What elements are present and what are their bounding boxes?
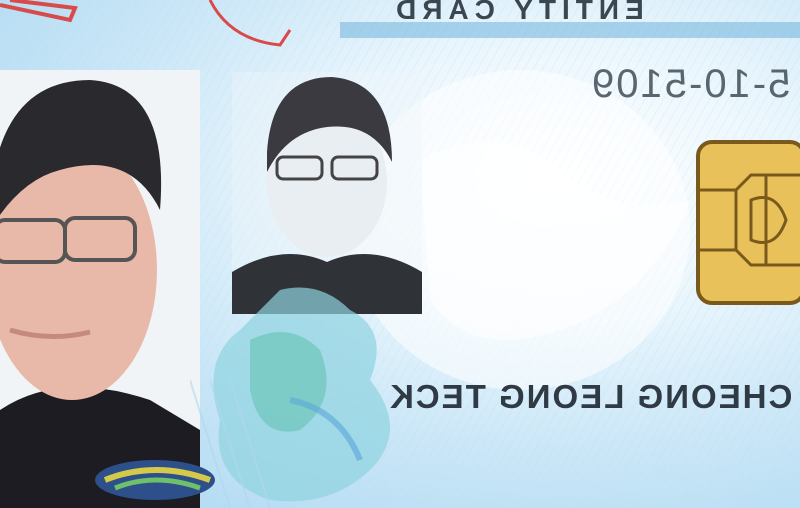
rainbow-hologram xyxy=(95,440,225,508)
holder-name: CHEONG LEONG TECK xyxy=(388,378,793,415)
ghost-photo xyxy=(232,72,422,314)
red-seal-fragment xyxy=(0,0,300,60)
id-number: 5-10-5109 xyxy=(590,62,791,106)
chip xyxy=(696,140,800,305)
card-title: ENTITY CARD xyxy=(390,0,644,25)
